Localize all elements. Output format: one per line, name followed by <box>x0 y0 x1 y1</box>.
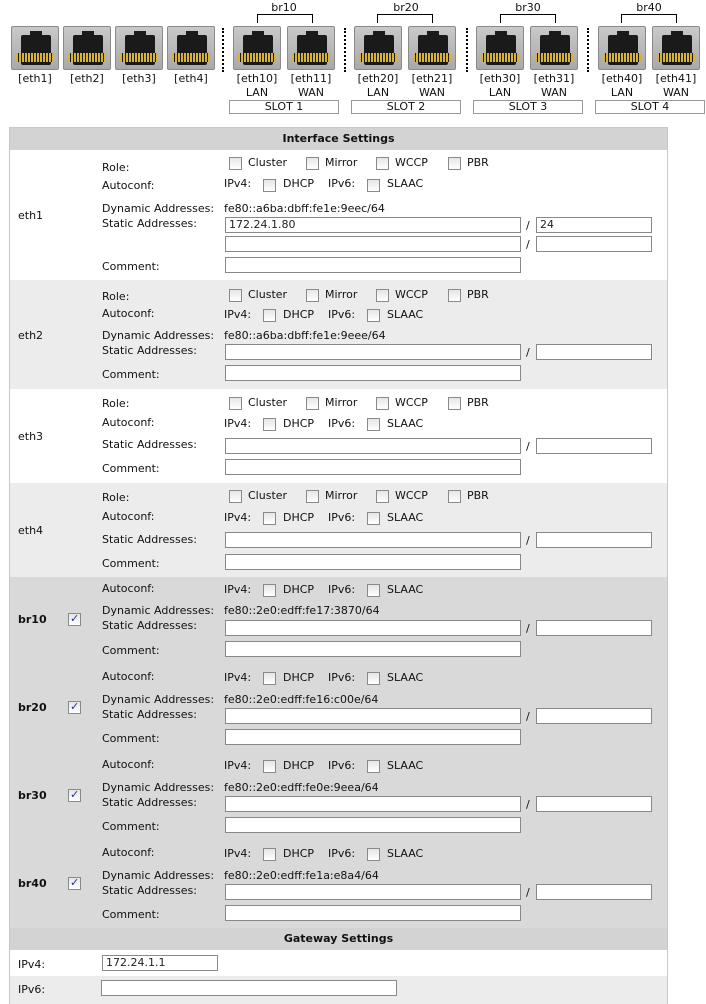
wccp-label: WCCP <box>395 156 428 169</box>
static-address-input[interactable] <box>225 796 521 812</box>
dhcp-label: DHCP <box>283 177 315 190</box>
dynamic-addresses-label: Dynamic Addresses: <box>102 329 215 342</box>
divider <box>466 28 468 72</box>
prefix-input[interactable] <box>536 236 652 252</box>
bridge-label-br40: br40 <box>636 1 662 14</box>
comment-label: Comment: <box>102 820 160 833</box>
prefix-input[interactable] <box>536 796 652 812</box>
autoconf-label: Autoconf: <box>102 758 155 771</box>
ipv6-label: IPv6: <box>328 671 356 684</box>
ipv6-label: IPv6: <box>328 511 356 524</box>
slaac-checkbox[interactable] <box>367 584 380 597</box>
dhcp-checkbox[interactable] <box>263 309 276 322</box>
static-addresses-label: Static Addresses: <box>102 796 197 809</box>
dhcp-checkbox[interactable] <box>263 179 276 192</box>
slaac-label: SLAAC <box>387 308 424 321</box>
ipv6-label: IPv6: <box>328 847 356 860</box>
static-addresses-label: Static Addresses: <box>102 708 197 721</box>
dynamic-addresses-value: fe80::2e0:edff:fe17:3870/64 <box>224 604 380 617</box>
autoconf-label: Autoconf: <box>102 510 155 523</box>
slaac-label: SLAAC <box>387 177 424 190</box>
wan-label: WAN <box>662 86 690 99</box>
ipv6-label: IPv6: <box>328 583 356 596</box>
port-label: [eth11] <box>290 72 332 85</box>
divider <box>222 28 224 72</box>
prefix-input[interactable] <box>536 438 652 454</box>
port-label: [eth31] <box>533 72 575 85</box>
prefix-input[interactable] <box>536 532 652 548</box>
dhcp-checkbox[interactable] <box>263 512 276 525</box>
autoconf-label: Autoconf: <box>102 582 155 595</box>
comment-input[interactable] <box>225 459 521 475</box>
autoconf-label: Autoconf: <box>102 670 155 683</box>
pbr-checkbox[interactable] <box>448 397 461 410</box>
wccp-label: WCCP <box>395 288 428 301</box>
comment-input[interactable] <box>225 554 521 570</box>
autoconf-label: Autoconf: <box>102 179 155 192</box>
autoconf-label: Autoconf: <box>102 846 155 859</box>
bridge-label-br10: br10 <box>271 1 297 14</box>
ipv6-label: IPv6: <box>328 177 356 190</box>
interface-eth1 <box>10 150 667 280</box>
role-label: Role: <box>102 290 130 303</box>
ipv4-label: IPv4: <box>224 583 252 596</box>
slaac-label: SLAAC <box>387 671 424 684</box>
comment-label: Comment: <box>102 368 160 381</box>
slaac-label: SLAAC <box>387 847 424 860</box>
ipv4-label: IPv4: <box>224 511 252 524</box>
static-address-input[interactable] <box>225 438 521 454</box>
gateway-ipv6-row <box>10 976 667 1004</box>
cluster-label: Cluster <box>248 156 288 169</box>
wccp-label: WCCP <box>395 396 428 409</box>
dynamic-addresses-label: Dynamic Addresses: <box>102 781 215 794</box>
wccp-checkbox[interactable] <box>376 289 389 302</box>
cluster-checkbox[interactable] <box>229 157 242 170</box>
comment-input[interactable] <box>225 641 521 657</box>
ipv4-label: IPv4: <box>224 177 252 190</box>
slot-1-box: SLOT 1 <box>229 100 339 114</box>
bridge-name: br10 <box>18 613 47 626</box>
static-addresses-label: Static Addresses: <box>102 619 197 632</box>
dhcp-checkbox[interactable] <box>263 584 276 597</box>
bridge-enable-checkbox[interactable] <box>68 789 81 802</box>
comment-input[interactable] <box>225 817 521 833</box>
mirror-checkbox[interactable] <box>306 289 319 302</box>
static-address-input[interactable] <box>225 344 521 360</box>
slash: / <box>526 534 530 547</box>
port-label: [eth30] <box>479 72 521 85</box>
bridge-name: br30 <box>18 789 47 802</box>
pbr-checkbox[interactable] <box>448 289 461 302</box>
slaac-label: SLAAC <box>387 511 424 524</box>
ipv4-label: IPv4: <box>224 308 252 321</box>
slash: / <box>526 622 530 635</box>
port-eth1-icon[interactable] <box>11 26 59 70</box>
port-label: [eth1] <box>18 72 52 85</box>
static-address-input[interactable] <box>225 884 521 900</box>
static-address-input[interactable] <box>225 708 521 724</box>
slaac-label: SLAAC <box>387 583 424 596</box>
static-address-input[interactable] <box>225 620 521 636</box>
interface-name: eth1 <box>18 209 44 222</box>
slot-4-box: SLOT 4 <box>595 100 705 114</box>
port-label: [eth2] <box>70 72 104 85</box>
port-eth2-icon[interactable] <box>63 26 111 70</box>
comment-input[interactable] <box>225 365 521 381</box>
dynamic-addresses-label: Dynamic Addresses: <box>102 693 215 706</box>
interface-name: eth3 <box>18 430 44 443</box>
dynamic-addresses-value: fe80::2e0:edff:fe1a:e8a4/64 <box>224 869 379 882</box>
comment-input[interactable] <box>225 257 521 273</box>
dhcp-checkbox[interactable] <box>263 848 276 861</box>
ipv6-label: IPv6: <box>328 417 356 430</box>
pbr-checkbox[interactable] <box>448 157 461 170</box>
dhcp-label: DHCP <box>283 511 315 524</box>
dhcp-label: DHCP <box>283 583 315 596</box>
dhcp-checkbox[interactable] <box>263 672 276 685</box>
slash: / <box>526 710 530 723</box>
comment-label: Comment: <box>102 644 160 657</box>
static-address-input[interactable] <box>225 532 521 548</box>
dynamic-addresses-value: fe80::2e0:edff:fe0e:9eea/64 <box>224 781 379 794</box>
autoconf-label: Autoconf: <box>102 416 155 429</box>
wccp-label: WCCP <box>395 489 428 502</box>
port-eth21-icon[interactable] <box>408 26 456 70</box>
prefix-input[interactable] <box>536 708 652 724</box>
bridge-enable-checkbox[interactable] <box>68 701 81 714</box>
static-addresses-label: Static Addresses: <box>102 438 197 451</box>
comment-label: Comment: <box>102 732 160 745</box>
port-eth4-icon[interactable] <box>167 26 215 70</box>
ipv4-label: IPv4: <box>224 417 252 430</box>
pbr-label: PBR <box>467 288 489 301</box>
ipv6-label: IPv6: <box>328 308 356 321</box>
slash: / <box>526 440 530 453</box>
port-eth3-icon[interactable] <box>115 26 163 70</box>
bridge-settings <box>10 577 667 928</box>
slaac-label: SLAAC <box>387 417 424 430</box>
bridge-label-br30: br30 <box>515 1 541 14</box>
dynamic-addresses-value: fe80::a6ba:dbff:fe1e:9eec/64 <box>224 202 385 215</box>
pbr-label: PBR <box>467 489 489 502</box>
bridge-name: br20 <box>18 701 47 714</box>
dynamic-addresses-label: Dynamic Addresses: <box>102 869 215 882</box>
wccp-checkbox[interactable] <box>376 157 389 170</box>
gateway-ipv4-input[interactable]: 172.24.1.1 <box>102 955 218 971</box>
dhcp-label: DHCP <box>283 308 315 321</box>
dhcp-label: DHCP <box>283 671 315 684</box>
wan-label: WAN <box>540 86 568 99</box>
slaac-checkbox[interactable] <box>367 760 380 773</box>
interface-settings-header: Interface Settings <box>10 128 667 150</box>
dhcp-label: DHCP <box>283 417 315 430</box>
cluster-checkbox[interactable] <box>229 289 242 302</box>
cluster-checkbox[interactable] <box>229 490 242 503</box>
interface-eth2 <box>10 280 667 389</box>
comment-input[interactable] <box>225 729 521 745</box>
static-addresses-label: Static Addresses: <box>102 344 197 357</box>
port-eth41-icon[interactable] <box>652 26 700 70</box>
dhcp-checkbox[interactable] <box>263 418 276 431</box>
bridge-name: br40 <box>18 877 47 890</box>
bridge-enable-checkbox[interactable] <box>68 613 81 626</box>
cluster-checkbox[interactable] <box>229 397 242 410</box>
mirror-checkbox[interactable] <box>306 157 319 170</box>
slaac-checkbox[interactable] <box>367 512 380 525</box>
mirror-label: Mirror <box>325 489 358 502</box>
pbr-checkbox[interactable] <box>448 490 461 503</box>
slot-2-box: SLOT 2 <box>351 100 461 114</box>
slaac-checkbox[interactable] <box>367 309 380 322</box>
cluster-label: Cluster <box>248 396 288 409</box>
prefix-input[interactable]: 24 <box>536 217 652 233</box>
port-eth40-icon[interactable] <box>598 26 646 70</box>
role-label: Role: <box>102 161 130 174</box>
port-eth30-icon[interactable] <box>476 26 524 70</box>
port-eth31-icon[interactable] <box>530 26 578 70</box>
interface-eth4 <box>10 483 667 577</box>
role-label: Role: <box>102 491 130 504</box>
slaac-checkbox[interactable] <box>367 672 380 685</box>
static-addresses-label: Static Addresses: <box>102 533 197 546</box>
comment-label: Comment: <box>102 908 160 921</box>
static-addresses-label: Static Addresses: <box>102 884 197 897</box>
lan-label: LAN <box>245 86 269 99</box>
dynamic-addresses-value: fe80::a6ba:dbff:fe1e:9eee/64 <box>224 329 386 342</box>
port-label: [eth21] <box>411 72 453 85</box>
comment-label: Comment: <box>102 462 160 475</box>
slash: / <box>526 346 530 359</box>
interface-name: eth4 <box>18 524 44 537</box>
static-address-input[interactable] <box>225 236 521 252</box>
wan-label: WAN <box>418 86 446 99</box>
comment-label: Comment: <box>102 557 160 570</box>
wan-label: WAN <box>297 86 325 99</box>
bridge-bracket <box>621 14 677 23</box>
ipv4-label: IPv4: <box>224 847 252 860</box>
bridge-label-br20: br20 <box>393 1 419 14</box>
port-eth11-icon[interactable] <box>287 26 335 70</box>
port-eth10-icon[interactable] <box>233 26 281 70</box>
comment-label: Comment: <box>102 260 160 273</box>
ipv6-label: IPv6: <box>328 759 356 772</box>
prefix-input[interactable] <box>536 620 652 636</box>
gateway-settings-header: Gateway Settings <box>10 928 667 950</box>
settings-panel <box>9 127 668 1004</box>
prefix-input[interactable] <box>536 884 652 900</box>
slash: / <box>526 238 530 251</box>
port-label: [eth3] <box>122 72 156 85</box>
divider <box>344 28 346 72</box>
dynamic-addresses-label: Dynamic Addresses: <box>102 202 215 215</box>
gateway-ipv6-input[interactable] <box>101 980 397 996</box>
mirror-label: Mirror <box>325 288 358 301</box>
port-label: [eth20] <box>357 72 399 85</box>
port-label: [eth4] <box>174 72 208 85</box>
interface-eth3 <box>10 389 667 483</box>
mirror-label: Mirror <box>325 156 358 169</box>
static-addresses-label: Static Addresses: <box>102 217 197 230</box>
gateway-ipv4-row <box>10 950 667 976</box>
pbr-label: PBR <box>467 396 489 409</box>
divider <box>587 28 589 72</box>
bridge-bracket <box>377 14 433 23</box>
dynamic-addresses-value: fe80::2e0:edff:fe16:c00e/64 <box>224 693 379 706</box>
mirror-label: Mirror <box>325 396 358 409</box>
dhcp-checkbox[interactable] <box>263 760 276 773</box>
role-label: Role: <box>102 397 130 410</box>
ipv4-label: IPv4: <box>224 759 252 772</box>
mirror-checkbox[interactable] <box>306 397 319 410</box>
wccp-checkbox[interactable] <box>376 397 389 410</box>
port-eth20-icon[interactable] <box>354 26 402 70</box>
slaac-checkbox[interactable] <box>367 848 380 861</box>
dhcp-label: DHCP <box>283 847 315 860</box>
interface-name: eth2 <box>18 329 44 342</box>
port-label: [eth10] <box>236 72 278 85</box>
cluster-label: Cluster <box>248 288 288 301</box>
slaac-checkbox[interactable] <box>367 418 380 431</box>
prefix-input[interactable] <box>536 344 652 360</box>
bridge-enable-checkbox[interactable] <box>68 877 81 890</box>
lan-label: LAN <box>366 86 390 99</box>
port-label: [eth41] <box>655 72 697 85</box>
slaac-label: SLAAC <box>387 759 424 772</box>
gateway-ipv4-label: IPv4: <box>18 958 46 971</box>
wccp-checkbox[interactable] <box>376 490 389 503</box>
slash: / <box>526 219 530 232</box>
port-label: [eth40] <box>601 72 643 85</box>
cluster-label: Cluster <box>248 489 288 502</box>
slot-3-box: SLOT 3 <box>473 100 583 114</box>
slaac-checkbox[interactable] <box>367 179 380 192</box>
slash: / <box>526 886 530 899</box>
bridge-bracket <box>500 14 556 23</box>
gateway-ipv6-label: IPv6: <box>18 983 46 996</box>
mirror-checkbox[interactable] <box>306 490 319 503</box>
dhcp-label: DHCP <box>283 759 315 772</box>
pbr-label: PBR <box>467 156 489 169</box>
comment-input[interactable] <box>225 905 521 921</box>
lan-label: LAN <box>488 86 512 99</box>
autoconf-label: Autoconf: <box>102 307 155 320</box>
ipv4-label: IPv4: <box>224 671 252 684</box>
dynamic-addresses-label: Dynamic Addresses: <box>102 604 215 617</box>
lan-label: LAN <box>610 86 634 99</box>
static-address-input[interactable]: 172.24.1.80 <box>225 217 521 233</box>
bridge-bracket <box>257 14 313 23</box>
slash: / <box>526 798 530 811</box>
